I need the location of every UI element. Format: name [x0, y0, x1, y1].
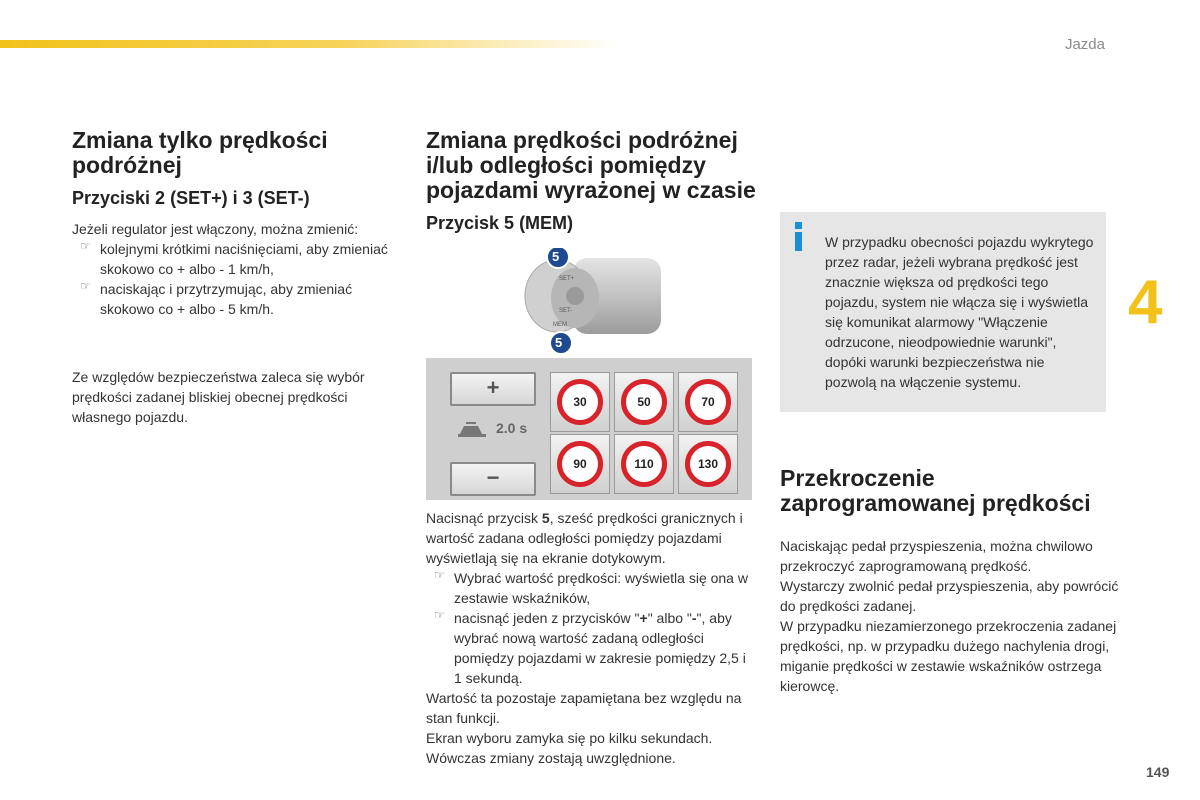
speed-limit-button[interactable] [614, 434, 674, 494]
heading-overspeed: Przekroczenie zaprogramowanej prędkości [780, 465, 1091, 516]
touchscreen-panel [426, 358, 752, 500]
speed-limit-button[interactable] [678, 372, 738, 432]
column-speed-only [72, 128, 407, 427]
speed-limit-button[interactable] [678, 434, 738, 494]
minus-button[interactable]: − [450, 462, 536, 496]
stalk-label: SET+ [559, 276, 575, 282]
bullet-text: naciskając i przytrzymując, aby zmieniać skokowo co + albo - 5 km/h. [100, 281, 353, 317]
heading-speed-only: Zmiana tylko prędkości podróżnej [72, 127, 328, 178]
gap-value: 2.0 s [496, 420, 528, 436]
overspeed-paragraph: W przypadku niezamierzonego przekroczenia zadanej prędkości, np. w przypadku dużego nachylenia drogi, miganie prędkości w zestawie wskaźników ostrzega kierowcę. [780, 618, 1117, 694]
text-span: , sześć prędkości granicznych i wartość zadana odległości pomiędzy pojazdami wyświetlają się na ekranie dotykowym. [426, 510, 743, 566]
header-accent-bar [0, 40, 620, 48]
cruise-control-stalk-illustration [515, 248, 665, 354]
pointing-hand-icon: ☞ [434, 568, 445, 582]
button-number: 5 [541, 510, 550, 526]
stalk-center [566, 287, 584, 305]
minus-symbol: - [691, 610, 697, 626]
bullet-item [72, 279, 407, 319]
bullet-item [426, 608, 756, 688]
speed-limit-button[interactable] [614, 372, 674, 432]
apply-note: Wówczas zmiany zostają uwzględnione. [426, 750, 676, 766]
info-text: W przypadku obecności pojazdu wykrytego przez radar, jeżeli wybrana prędkość jest znacznie większa od prędkości tego pojazdu, system nie włącza się i wyświetla się komunikat alarmowy "Włączenie odrzucone, nieodpowiednie warunki", dopóki warunki bezpieczeństwa nie pozwolą na włączenie systemu. [825, 234, 1094, 390]
close-note: Ekran wyboru zamyka się po kilku sekundach. [426, 730, 713, 746]
overspeed-paragraph: Wystarczy zwolnić pedał przyspieszenia, aby powrócić do prędkości zadanej. [780, 578, 1119, 614]
callout-label: 5 [555, 335, 563, 350]
bullet-text [454, 608, 756, 688]
pointing-hand-icon: ☞ [80, 239, 91, 253]
bullet-text: kolejnymi krótkimi naciśnięciami, aby zmieniać skokowo co + albo - 1 km/h, [100, 241, 388, 277]
overspeed-paragraph: Naciskając pedał przyspieszenia, można chwilowo przekroczyć zaprogramowaną prędkość. [780, 538, 1093, 574]
text-span: " albo " [647, 610, 692, 626]
text-span: ", aby wybrać nową wartość zadaną odległości pomiędzy pojazdami w zakresie pomiędzy 2,5 i 1 sekundą. [454, 610, 746, 686]
pointing-hand-icon: ☞ [434, 608, 445, 622]
speed-limit-sign-icon: 30 [557, 379, 603, 425]
intro-text: Jeżeli regulator jest włączony, można zmienić: [72, 221, 359, 237]
subheading-button-5: Przycisk 5 (MEM) [426, 213, 574, 233]
speed-limit-sign-icon: 130 [685, 441, 731, 487]
speed-limit-button[interactable] [550, 372, 610, 432]
text-span: Nacisnąć przycisk [426, 510, 542, 526]
chapter-number: 4 [1128, 268, 1163, 337]
page-number: 149 [1146, 764, 1170, 780]
plus-symbol: + [639, 610, 648, 626]
mem-paragraph [426, 508, 756, 568]
bullet-item [72, 239, 407, 279]
speed-limit-button[interactable] [550, 434, 610, 494]
bullet-item [426, 568, 756, 608]
heading-speed-distance: Zmiana prędkości podróżnej i/lub odległości pomiędzy pojazdami wyrażonej w czasie [426, 127, 756, 203]
memory-note: Wartość ta pozostaje zapamiętana bez względu na stan funkcji. [426, 690, 742, 726]
speed-limit-sign-icon: 50 [621, 379, 667, 425]
section-title: Jazda [1064, 36, 1105, 53]
info-box [780, 212, 1106, 412]
mem-instructions [426, 508, 756, 768]
subheading-buttons-2-3: Przyciski 2 (SET+) i 3 (SET-) [72, 188, 310, 208]
plus-button[interactable]: + [450, 372, 536, 406]
column-speed-and-distance [426, 128, 756, 234]
info-icon [792, 222, 806, 252]
speed-limit-sign-icon: 110 [621, 441, 667, 487]
pointing-hand-icon: ☞ [80, 279, 91, 293]
car-distance-icon [456, 420, 490, 440]
stalk-label: SET- [559, 308, 573, 314]
callout-label: 5 [552, 249, 560, 264]
stalk-label: MEM [553, 322, 567, 328]
bullet-text: Wybrać wartość prędkości: wyświetla się ona w zestawie wskaźników, [454, 570, 748, 606]
safety-note: Ze względów bezpieczeństwa zaleca się wybór prędkości zadanej bliskiej obecnej prędkości własnego pojazdu. [72, 369, 365, 425]
speed-limit-sign-icon: 90 [557, 441, 603, 487]
speed-limit-sign-icon: 70 [685, 379, 731, 425]
stalk-drawing [515, 248, 665, 354]
text-span: nacisnąć jeden z przycisków " [454, 610, 640, 626]
column-overspeed [780, 466, 1120, 696]
